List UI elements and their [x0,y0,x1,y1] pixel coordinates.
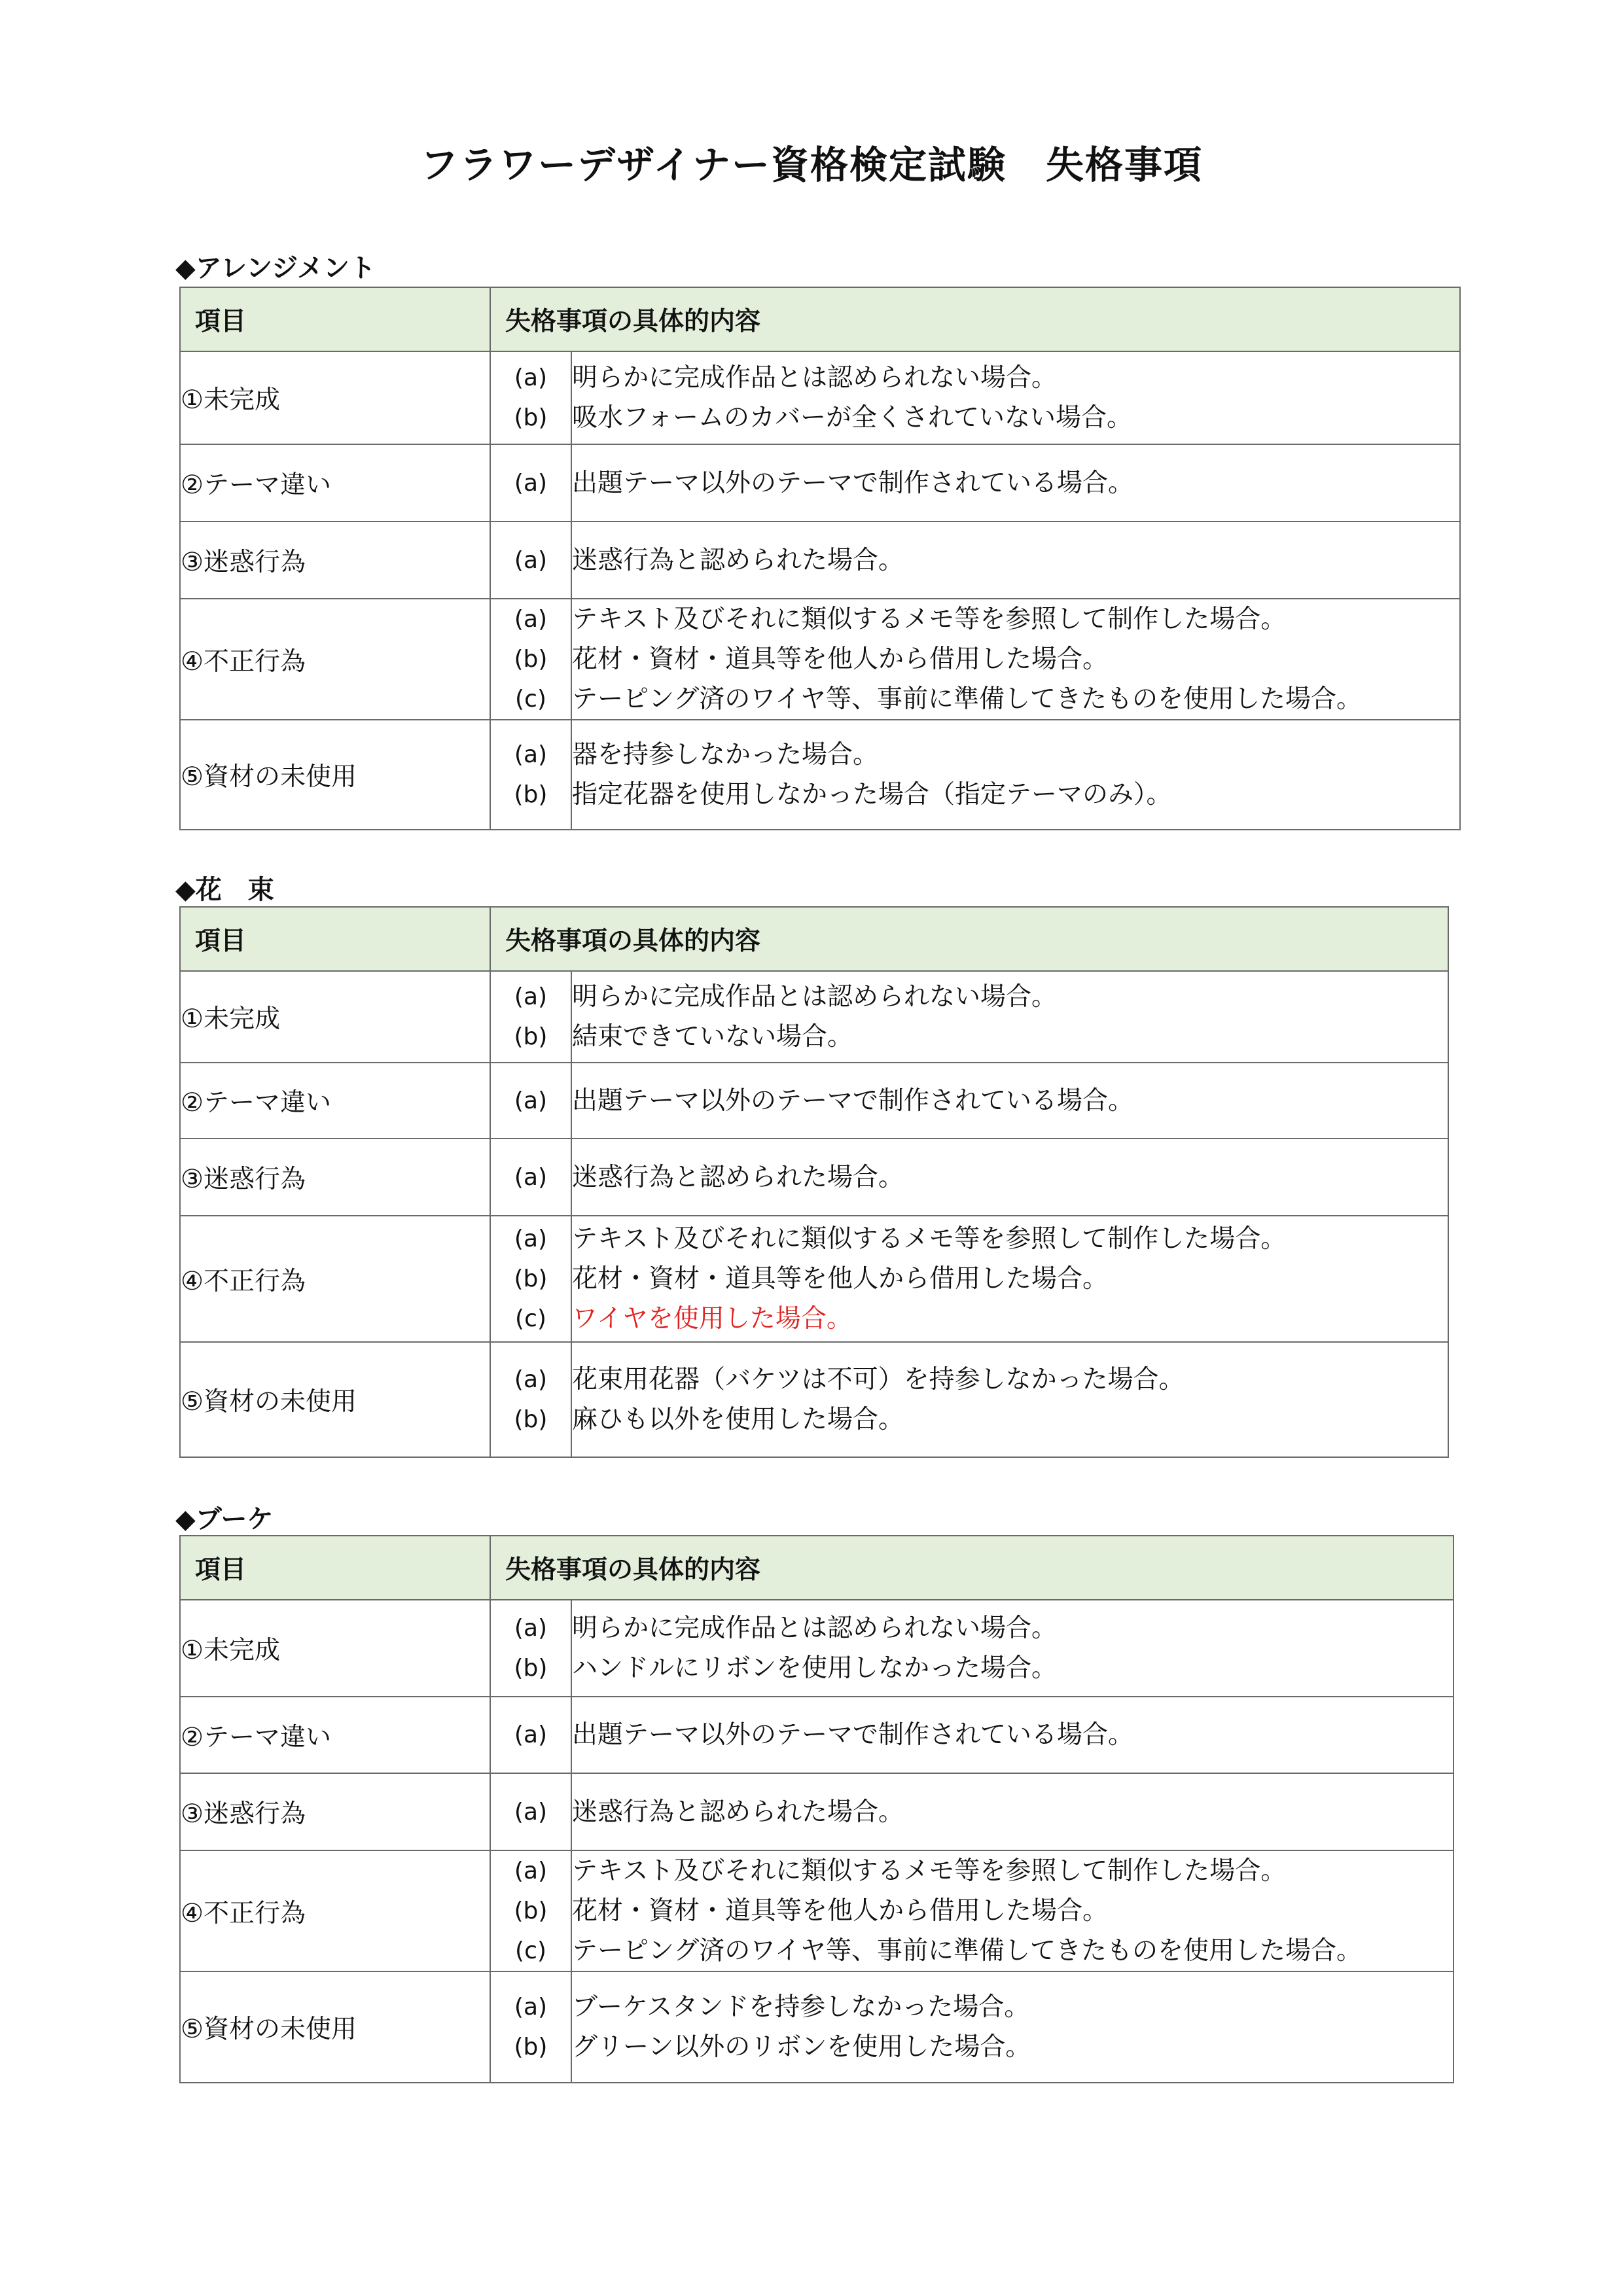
rule-descriptions [571,1697,1454,1773]
table-row [180,351,1460,444]
rule-markers [490,1773,571,1850]
rule-descriptions [571,444,1460,521]
rule-text: ワイヤを使用した場合。 [572,1304,852,1333]
rule-marker: (b) [514,1023,548,1050]
rule-marker: (a) [514,1615,548,1642]
rule-category: ⑤資材の未使用 [180,1971,490,2083]
rule-category: ①未完成 [180,1600,490,1697]
rule-text: 出題テーマ以外のテーマで制作されている場合。 [572,1720,1134,1750]
column-header-item: 項目 [180,1536,490,1600]
rule-markers [490,1971,571,2083]
rule-descriptions [571,1063,1448,1139]
rule-marker: (b) [514,1265,548,1292]
column-header-content: 失格事項の具体的内容 [490,287,1460,351]
rule-markers [490,1697,571,1773]
rule-text: 出題テーマ以外のテーマで制作されている場合。 [572,468,1134,498]
rule-text: 吸水フォームのカバーが全くされていない場合。 [572,403,1133,433]
rule-marker: (a) [514,983,548,1010]
rule-markers [490,1216,571,1342]
rule-descriptions [571,1850,1454,1971]
rule-marker: (a) [514,1994,548,2021]
rule-category: ②テーマ違い [180,1697,490,1773]
rule-text: 花束用花器（バケツは不可）を持参しなかった場合。 [572,1365,1185,1394]
table-row [180,1216,1448,1342]
rule-text: テーピング済のワイヤ等、事前に準備してきたものを使用した場合。 [572,1936,1363,1966]
rule-markers [490,521,571,599]
rule-marker: (b) [514,646,548,673]
rule-marker: (c) [515,1937,546,1964]
rule-text: 明らかに完成作品とは認められない場合。 [572,363,1058,393]
rule-text: グリーン以外のリボンを使用した場合。 [572,2032,1031,2062]
table-row [180,971,1448,1063]
table-row [180,1063,1448,1139]
rule-text: 出題テーマ以外のテーマで制作されている場合。 [572,1086,1134,1116]
rule-category: ④不正行為 [180,1850,490,1971]
table-row [180,1971,1454,2083]
rule-category: ②テーマ違い [180,444,490,521]
table-row [180,1773,1454,1850]
rule-descriptions [571,1971,1454,2083]
rule-descriptions [571,1216,1448,1342]
rule-descriptions [571,1600,1454,1697]
column-header-item: 項目 [180,907,490,971]
table-row [180,1139,1448,1216]
column-header-item: 項目 [180,287,490,351]
rule-marker: (b) [514,404,548,431]
rule-category: ③迷惑行為 [180,521,490,599]
rule-descriptions [571,599,1460,720]
rule-text: テキスト及びそれに類似するメモ等を参照して制作した場合。 [572,1856,1287,1886]
rule-marker: (a) [514,1366,548,1393]
table-row [180,720,1460,830]
rule-markers [490,351,571,444]
rule-category: ⑤資材の未使用 [180,1342,490,1457]
rule-category: ④不正行為 [180,599,490,720]
rule-descriptions [571,720,1460,830]
rule-category: ②テーマ違い [180,1063,490,1139]
rule-descriptions [571,351,1460,444]
rule-text: 指定花器を使用しなかった場合（指定テーマのみ）。 [572,780,1172,809]
rule-text: 花材・資材・道具等を他人から借用した場合。 [572,645,1109,674]
rule-markers [490,971,571,1063]
rule-marker: (a) [514,741,548,768]
column-header-content: 失格事項の具体的内容 [490,1536,1454,1600]
rule-descriptions [571,1139,1448,1216]
rule-text: 器を持参しなかった場合。 [572,740,879,769]
rule-descriptions [571,971,1448,1063]
rule-descriptions [571,1773,1454,1850]
rule-marker: (b) [514,1898,548,1924]
section-label: ◆花 束 [175,875,274,905]
rule-descriptions [571,521,1460,599]
rule-marker: (c) [515,1305,546,1332]
disqualification-table [179,287,1461,830]
table-header-row [180,1536,1454,1600]
rule-marker: (b) [514,781,548,808]
rule-markers [490,1342,571,1457]
rule-category: ③迷惑行為 [180,1139,490,1216]
rule-category: ④不正行為 [180,1216,490,1342]
table-row [180,1697,1454,1773]
rule-text: 迷惑行為と認められた場合。 [572,1162,904,1192]
rule-text: 明らかに完成作品とは認められない場合。 [572,1614,1058,1643]
rule-text: 迷惑行為と認められた場合。 [572,545,904,575]
rule-text: 結束できていない場合。 [572,1022,853,1051]
section-label: ◆アレンジメント [175,253,376,283]
rule-markers [490,1850,571,1971]
rule-marker: (a) [514,1858,548,1884]
rule-text: ブーケスタンドを持参しなかった場合。 [572,1992,1030,2022]
rule-marker: (a) [514,606,548,633]
rule-markers [490,1139,571,1216]
rule-text: テキスト及びそれに類似するメモ等を参照して制作した場合。 [572,1224,1287,1254]
table-header-row [180,287,1460,351]
rule-text: 迷惑行為と認められた場合。 [572,1797,904,1827]
table-row [180,1342,1448,1457]
table-header-row [180,907,1448,971]
rule-descriptions [571,1342,1448,1457]
disqualification-table [179,1535,1454,2083]
rule-marker: (a) [514,1087,548,1114]
table-row [180,599,1460,720]
rule-markers [490,599,571,720]
rule-marker: (b) [514,2034,548,2060]
rule-markers [490,444,571,521]
rule-category: ③迷惑行為 [180,1773,490,1850]
rule-marker: (b) [514,1406,548,1433]
rule-marker: (a) [514,364,548,391]
section-label: ◆ブーケ [175,1504,274,1534]
rule-markers [490,1063,571,1139]
rule-markers [490,1600,571,1697]
rule-text: 花材・資材・道具等を他人から借用した場合。 [572,1264,1109,1294]
rule-marker: (a) [514,469,548,497]
table-row [180,521,1460,599]
rule-text: 花材・資材・道具等を他人から借用した場合。 [572,1896,1109,1926]
rule-text: テキスト及びそれに類似するメモ等を参照して制作した場合。 [572,605,1287,634]
rule-marker: (a) [514,1798,548,1826]
rule-marker: (a) [514,1722,548,1748]
rule-marker: (a) [514,1163,548,1191]
rule-marker: (a) [514,1226,548,1252]
rule-marker: (c) [515,686,546,713]
rule-text: ハンドルにリボンを使用しなかった場合。 [572,1653,1058,1683]
table-row [180,1850,1454,1971]
rule-marker: (a) [514,546,548,574]
table-row [180,1600,1454,1697]
rule-text: 麻ひも以外を使用した場合。 [572,1405,904,1434]
rule-markers [490,720,571,830]
rule-text: 明らかに完成作品とは認められない場合。 [572,982,1058,1012]
rule-marker: (b) [514,1655,548,1682]
rule-category: ⑤資材の未使用 [180,720,490,830]
disqualification-table [179,906,1449,1458]
page-title: フラワーデザイナー資格検定試験 失格事項 [420,143,1203,187]
rule-text: テーピング済のワイヤ等、事前に準備してきたものを使用した場合。 [572,684,1363,714]
rule-category: ①未完成 [180,351,490,444]
table-row [180,444,1460,521]
rule-category: ①未完成 [180,971,490,1063]
column-header-content: 失格事項の具体的内容 [490,907,1448,971]
